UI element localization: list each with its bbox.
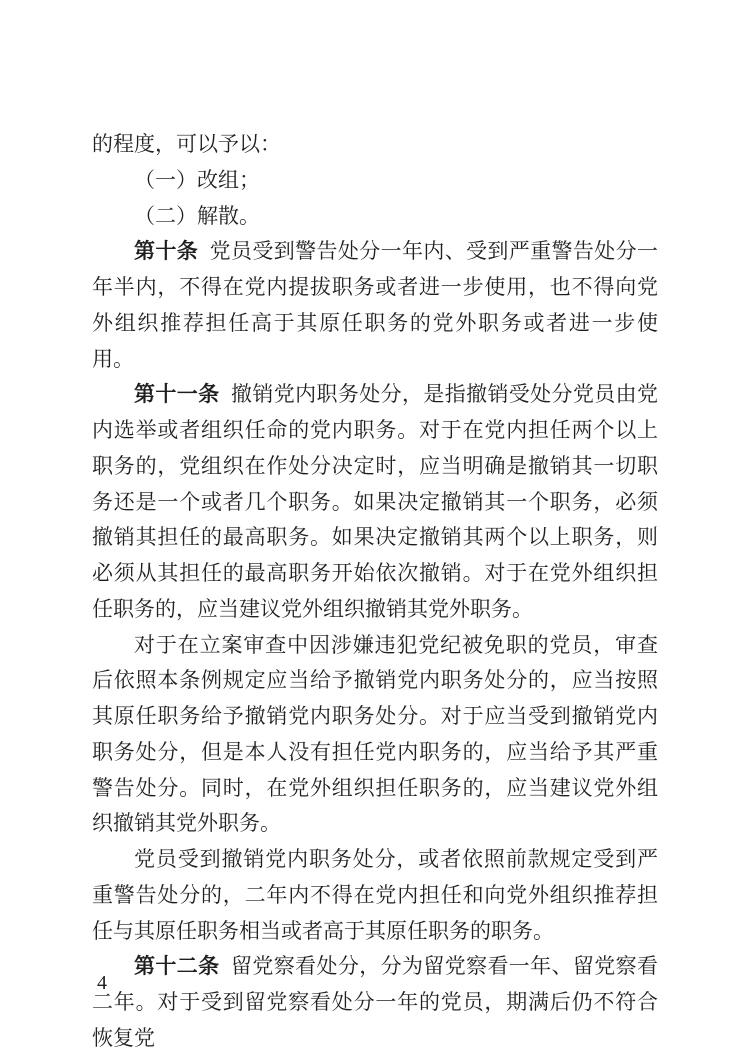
article-number: 第十一条 [134,382,220,407]
paragraph-text: 的程度，可以予以： [92,132,281,156]
paragraph-text: 留党察看处分，分为留党察看一年、留党察看二年。对于受到留党察看处分一年的党员，期满后仍不符合恢复党 [92,954,659,1050]
list-item-1 [92,163,658,199]
article-number: 第十二条 [134,954,220,979]
page-number: 4 [97,972,107,994]
paragraph-text: 对于在立案审查中因涉嫌违犯党纪被免职的党员，审查后依照本条例规定应当给予撤销党内职务处分的，应当按照其原任职务给予撤销党内职务处分。对于应当受到撤销党内职务处分，但是本人没有担任党内职务的，应当给予其严重警告处分。同时，在党外组织担任职务的，应当建议党外组织撤销其党外职务。 [92,632,658,836]
paragraph [92,842,658,949]
article-number: 第十条 [134,239,199,264]
article-11-paragraph [92,377,658,627]
list-item-2 [92,199,658,235]
paragraph-continuation [92,127,658,163]
paragraph-text: （一）改组； [134,167,260,192]
paragraph-text: （二）解散。 [134,203,260,228]
paragraph-text: 党员受到撤销党内职务处分，或者依照前款规定受到严重警告处分的，二年内不得在党内担任和向党外组织推荐担任与其原任职务相当或者高于其原任职务的职务。 [92,847,658,943]
paragraph-text: 党员受到警告处分一年内、受到严重警告处分一年半内，不得在党内提拔职务或者进一步使用，也不得向党外组织推荐担任高于其原任职务的党外职务或者进一步使用。 [92,239,659,371]
article-10-paragraph [92,234,658,377]
text-content [92,127,658,1057]
article-12-paragraph [92,949,658,1056]
paragraph-text: 撤销党内职务处分，是指撤销受处分党员由党内选举或者组织任命的党内职务。对于在党内担任两个以上职务的，党组织在作处分决定时，应当明确是撤销其一切职务还是一个或者几个职务。如果决定撤销其一个职务，必须撤销其担任的最高职务。如果决定撤销其两个以上职务，则必须从其担任的最高职务开始依次撤销。对于在党外组织担任职务的，应当建议党外组织撤销其党外职务。 [92,382,659,621]
paragraph [92,628,658,843]
